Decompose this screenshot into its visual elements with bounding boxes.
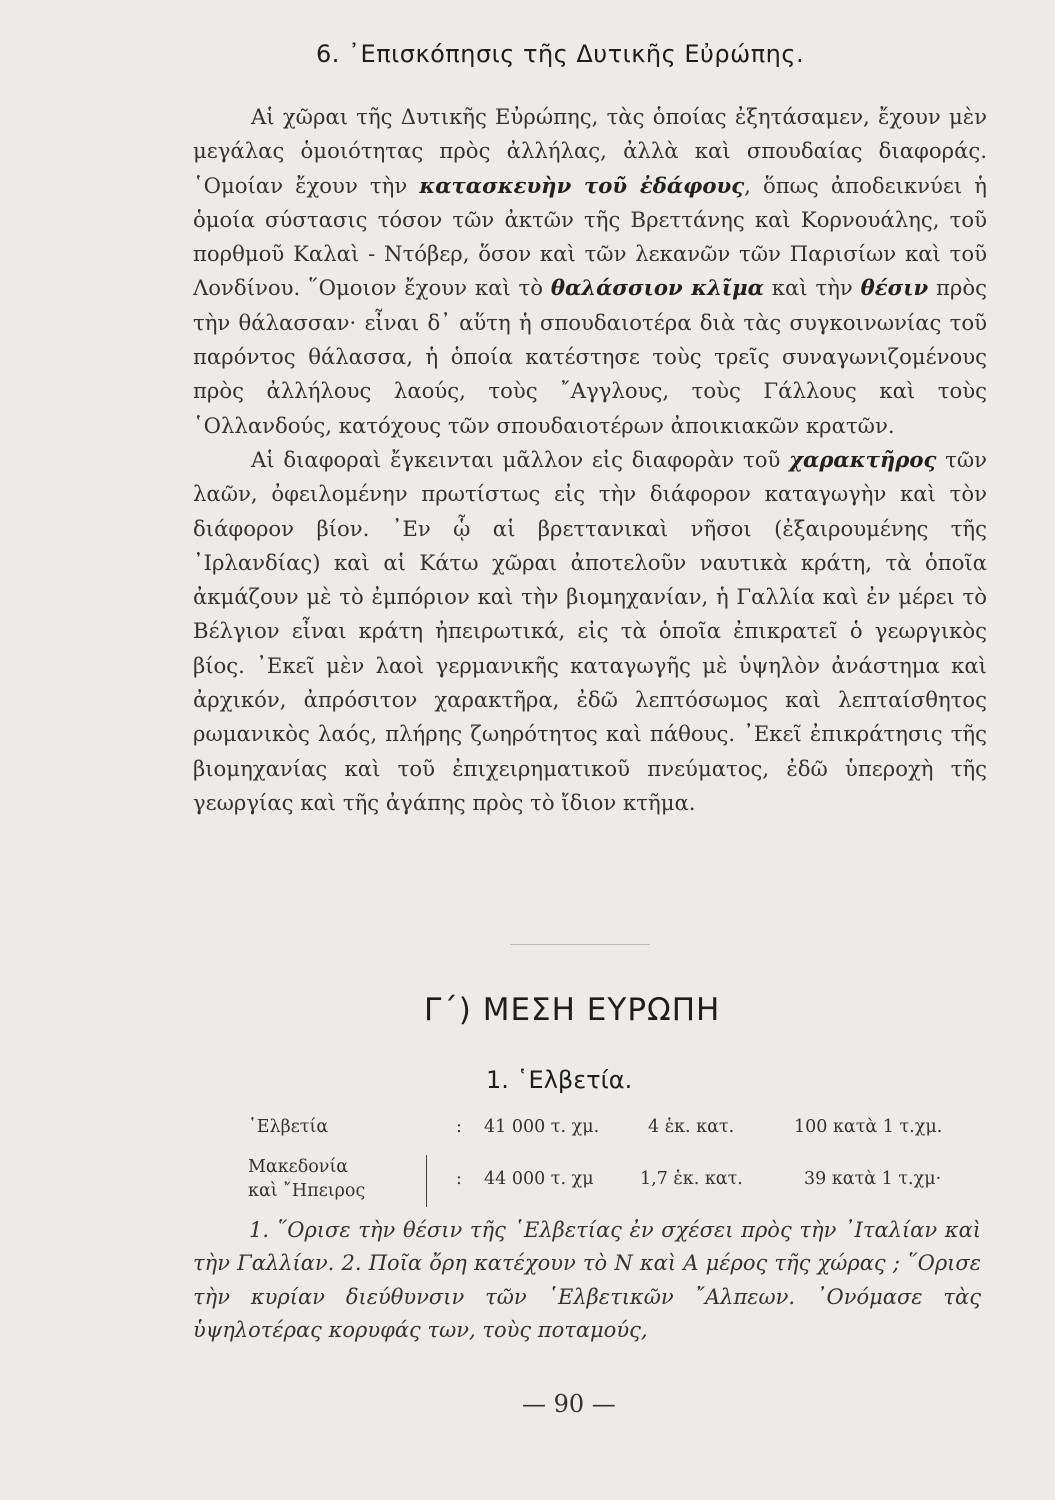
- subsection-heading: 1. ῾Ελβετία.: [486, 1066, 633, 1094]
- paragraph-1-part-4: πρὸς τὴν θάλασσαν· εἶναι δ᾿ αὕτη ἡ σπουδαιοτέρα διὰ τὰς συγκοινωνίας τοῦ παρόντος θάλασσα, ἡ ὁποία κατέστησε τοὺς τρεῖς συναγωνιζομένους πρὸς ἀλλήλους λαούς, τοὺς ῎Αγγλους, τοὺς Γάλλους καὶ τοὺς ῾Ολλανδούς, κατόχους τῶν σπουδαιοτέρων ἀποικιακῶν κρατῶν.: [193, 275, 988, 438]
- stat-row2-name-line1: Μακεδονία: [248, 1157, 349, 1177]
- stat-row2-colon: :: [456, 1169, 462, 1189]
- emphasis-position: θέσιν: [860, 275, 929, 301]
- stat-row1-density: 100 κατὰ 1 τ.χμ.: [794, 1117, 943, 1137]
- exercise-questions: [193, 1214, 981, 1348]
- paragraph-2-part-2: τῶν λαῶν, ὀφειλομένην πρωτίστως εἰς τὴν διάφορον καταγωγὴν καὶ τὸν διάφορον βίον. ᾿Εν ᾧ αἱ βρεττανικαὶ νῆσοι (ἐξαιρουμένης τῆς ᾿Ιρλανδίας) καὶ αἱ Κάτω χῶραι ἀποτελοῦν ναυτικὰ κράτη, τὰ ὁποῖα ἀκμάζουν μὲ τὸ ἐμπόριον καὶ τὴν βιομηχανίαν, ἡ Γαλλία καὶ ἐν μέρει τὸ Βέλγιον εἶναι κράτη ἠπειρωτικά, εἰς τὰ ὁποῖα ἐπικρατεῖ ὁ γεωργικὸς βίος. ᾿Εκεῖ μὲν λαοὶ γερμανικῆς καταγωγῆς μὲ ὑψηλὸν ἀνάστημα καὶ ἀρχικόν, ἀπρόσιτον χαρακτῆρα, ἐδῶ λεπτόσωμος καὶ λεπταίσθητος ρωμανικὸς λαός, πλήρης ζωηρότητος καὶ πάθους. ᾿Εκεῖ ἐπικράτησις τῆς βιομηχανίας καὶ τοῦ ἐπιχειρηματικοῦ πνεύματος, ἐδῶ ὑπεροχὴ τῆς γεωργίας καὶ τῆς ἀγάπης πρὸς τὸ ἴδιον κτῆμα.: [193, 446, 987, 815]
- paragraph-2-part-1: Αἱ διαφοραὶ ἔγκεινται μᾶλλον εἰς διαφορὰν τοῦ: [251, 446, 790, 472]
- paragraph-1: [193, 100, 987, 443]
- row-bracket: [426, 1155, 427, 1207]
- body-text: [193, 100, 987, 820]
- section-divider: [510, 944, 650, 945]
- stat-row1-area: 41 000 τ. χμ.: [484, 1117, 600, 1137]
- stat-row2-area: 44 000 τ. χμ: [484, 1169, 594, 1189]
- questions-text: 1. ῞Ορισε τὴν θέσιν τῆς ῾Ελβετίας ἐν σχέσει πρὸς τὴν ᾿Ιταλίαν καὶ τὴν Γαλλίαν. 2. Ποῖα ὄρη κατέχουν τὸ Ν καὶ Α μέρος τῆς χώρας ; ῞Ορισε τὴν κυρίαν διεύθυνσιν τῶν ῾Ελβετικῶν ῎Αλπεων. ᾿Ονόμασε τὰς ὑψηλοτέρας κορυφάς των, τοὺς ποταμούς,: [193, 1218, 981, 1343]
- stat-row1-population: 4 ἑκ. κατ.: [648, 1117, 735, 1137]
- paragraph-2: [193, 443, 987, 820]
- emphasis-character: χαρακτῆρος: [789, 446, 937, 472]
- emphasis-climate: θαλάσσιον κλῖμα: [550, 275, 764, 301]
- stat-row1-name: ῾Ελβετία: [248, 1117, 329, 1137]
- section-heading: 6. ᾿Επισκόπησις τῆς Δυτικῆς Εὐρώπης.: [316, 40, 805, 68]
- stat-row2-name-line2: καὶ ῎Ηπειρος: [248, 1181, 366, 1201]
- chapter-heading: Γ΄) ΜΕΣΗ ΕΥΡΩΠΗ: [424, 992, 721, 1028]
- stat-row2-population: 1,7 ἑκ. κατ.: [640, 1169, 743, 1189]
- paragraph-1-part-3: καὶ τὴν: [764, 275, 861, 301]
- stat-row1-colon: :: [456, 1117, 462, 1137]
- emphasis-construction: κατασκευὴν τοῦ ἐδάφους: [419, 172, 745, 198]
- paragraph-1-part-2: , ὅπως ἀποδεικνύει ἡ ὁμοία σύστασις τόσον τῶν ἀκτῶν τῆς Βρεττάνης καὶ Κορνουάλης, τοῦ πορθμοῦ Καλαὶ - Ντόβερ, ὅσον καὶ τῶν λεκανῶν τῶν Παρισίων καὶ τοῦ Λονδίνου. ῞Ομοιον ἔχουν καὶ τὸ: [193, 172, 987, 301]
- stat-row2-density: 39 κατὰ 1 τ.χμ·: [804, 1169, 942, 1189]
- page-number: — 90 —: [522, 1390, 616, 1418]
- paragraph-1-part-1: Αἱ χῶραι τῆς Δυτικῆς Εὐρώπης, τὰς ὁποίας ἐξητάσαμεν, ἔχουν μὲν μεγάλας ὁμοιότητας πρὸς ἀλλήλας, ἀλλὰ καὶ σπουδαίας διαφοράς. ῾Ομοίαν ἔχουν τὴν: [193, 104, 987, 198]
